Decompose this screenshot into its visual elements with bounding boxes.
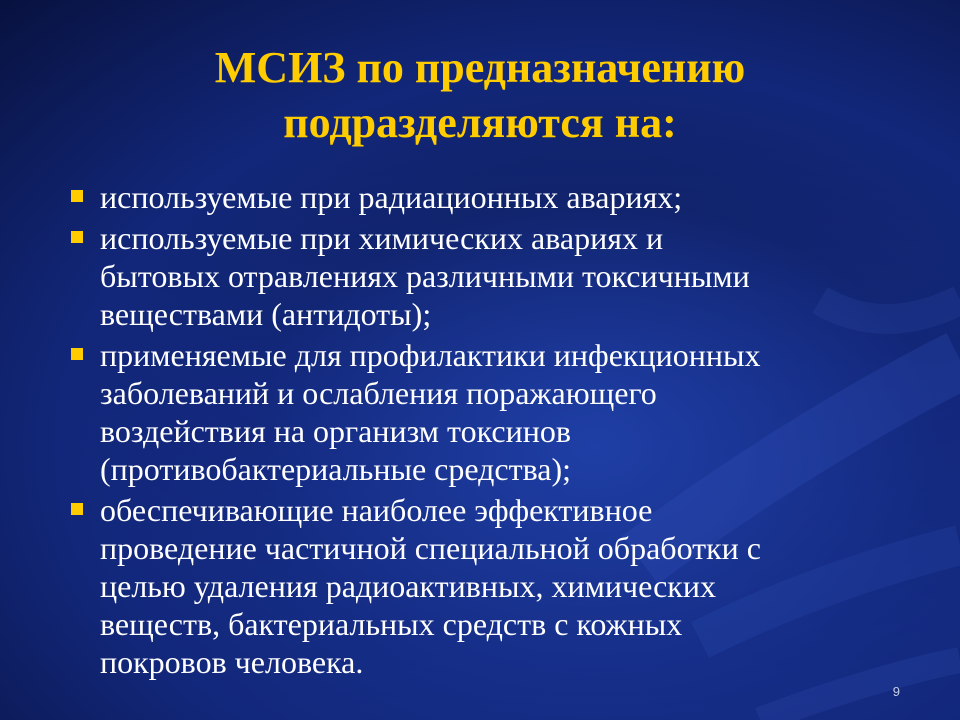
list-item: [70, 491, 890, 681]
list-item-line: веществами (антидоты);: [100, 296, 432, 332]
square-bullet-icon: [71, 348, 83, 360]
bullet-list: [70, 178, 890, 684]
list-item: [70, 219, 890, 333]
square-bullet-icon: [71, 503, 83, 515]
list-item-line: веществ, бактериальных средств с кожных: [100, 606, 683, 642]
list-item-line: бытовых отравлениях различными токсичными: [100, 258, 750, 294]
list-item-line: целью удаления радиоактивных, химических: [100, 568, 716, 604]
square-bullet-icon: [71, 231, 83, 243]
list-item-line: используемые при химических авариях и: [100, 220, 664, 256]
list-item-line: применяемые для профилактики инфекционных: [100, 337, 761, 373]
list-item-line: покровов человека.: [100, 644, 364, 680]
page-number: 9: [892, 684, 900, 699]
slide-title: [60, 40, 900, 150]
list-item: [70, 336, 890, 488]
square-bullet-icon: [71, 190, 83, 202]
list-item-line: используемые при радиационных авариях;: [100, 179, 683, 215]
list-item: [70, 178, 890, 216]
list-item-line: проведение частичной специальной обработки с: [100, 530, 761, 566]
list-item-line: (противобактериальные средства);: [100, 451, 572, 487]
list-item-line: воздействия на организм токсинов: [100, 413, 571, 449]
list-item-line: заболеваний и ослабления поражающего: [100, 375, 657, 411]
list-item-line: обеспечивающие наиболее эффективное: [100, 492, 653, 528]
slide-title-line: подразделяются на:: [283, 98, 677, 147]
slide-title-line: МСИЗ по предназначению: [214, 43, 746, 92]
